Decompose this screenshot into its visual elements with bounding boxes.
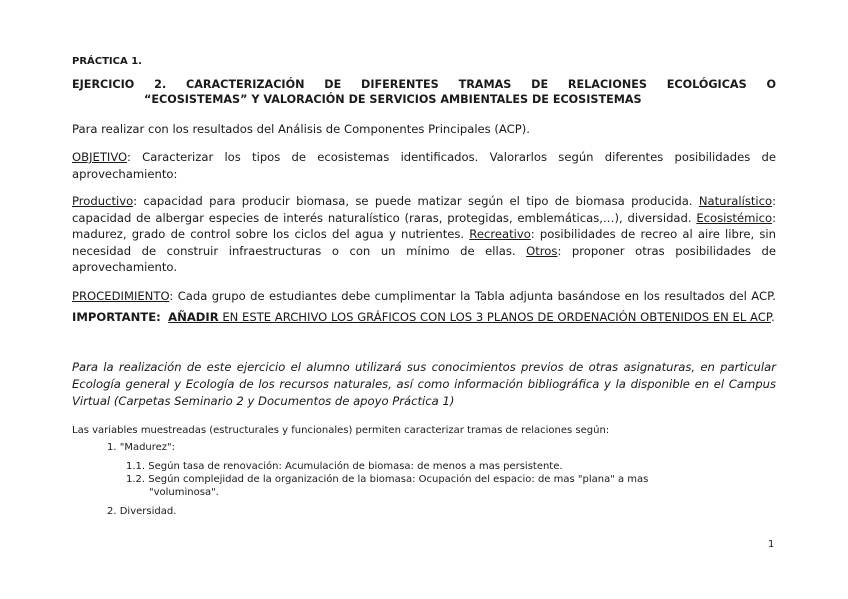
italic-note: Para la realización de este ejercicio el alumno utilizará sus conocimientos previos de otras asignaturas, en particular Ecología general y Ecología de los recursos naturales, así como información bibliográfica y la disponible en el Campus Virtual (Carpetas Seminario 2 y Documentos de apoyo Práctica 1) <box>72 360 776 408</box>
types-paragraph <box>72 193 776 276</box>
title-word: DIFERENTES <box>361 78 439 91</box>
otros-label: Otros <box>526 243 558 258</box>
title-word: EJERCICIO <box>72 78 135 91</box>
list-item: 1. "Madurez": <box>107 442 176 453</box>
title-word: DE <box>324 78 342 91</box>
procedure-end: . <box>771 310 775 324</box>
ecosistemico-text: : madurez, grado de control sobre los ciclos del agua y nutrientes. <box>72 210 776 242</box>
sub-list-item-continuation: "voluminosa". <box>149 487 219 498</box>
naturalistico-label: Naturalístico <box>698 194 773 208</box>
procedure-instruction: EN ESTE ARCHIVO LOS GRÁFICOS CON LOS 3 PLANOS DE ORDENACIÓN OBTENIDOS EN EL ACP <box>218 310 772 324</box>
practice-heading: PRÁCTICA 1. <box>72 56 142 67</box>
intro-paragraph: Para realizar con los resultados del Análisis de Componentes Principales (ACP). <box>72 122 530 136</box>
exercise-title-line-2: “ECOSISTEMAS” Y VALORACIÓN DE SERVICIOS AMBIENTALES DE ECOSISTEMAS <box>144 93 642 106</box>
title-word: CARACTERIZACIÓN <box>186 78 305 91</box>
variables-text: Las variables muestreadas (estructurales y funcionales) permiten caracterizar tramas de relaciones según: <box>72 425 610 436</box>
add-keyword: AÑADIR <box>168 310 219 324</box>
objective-label: OBJETIVO <box>72 150 127 164</box>
page-number: 1 <box>768 539 775 550</box>
title-word: RELACIONES <box>567 78 647 91</box>
procedure-text: : Cada grupo de estudiantes debe cumplimentar la Tabla adjunta basándose en los resultados del ACP. <box>169 289 776 303</box>
exercise-title-line-1 <box>72 77 776 92</box>
title-word: DE <box>531 78 549 91</box>
sub-list-item: 1.1. Según tasa de renovación: Acumulación de biomasa: de menos a mas persistente. <box>126 461 563 472</box>
objective-paragraph <box>72 149 776 182</box>
productivo-text: : capacidad para producir biomasa, se puede matizar según el tipo de biomasa producida. <box>133 194 699 208</box>
ecosistemico-label: Ecosistémico <box>696 210 773 225</box>
title-word: 2. <box>154 78 167 91</box>
recreativo-text: : posibilidades de recreo al aire libre, sin necesidad de construir infraestructuras o con un mínimo de ellas. <box>72 227 776 258</box>
recreativo-label: Recreativo <box>469 227 531 242</box>
important-label: IMPORTANTE: <box>72 310 161 324</box>
productivo-label: Productivo <box>72 194 134 208</box>
procedure-paragraph <box>72 286 776 328</box>
title-word: TRAMAS <box>458 78 512 91</box>
otros-text: : proponer otras posibilidades de aprovechamiento. <box>72 243 776 275</box>
list-item: 2. Diversidad. <box>107 506 177 517</box>
sub-list-item: 1.2. Según complejidad de la organización de la biomasa: Ocupación del espacio: de mas "plana" a mas <box>126 474 649 485</box>
title-word: O <box>766 78 776 91</box>
title-word: ECOLÓGICAS <box>666 78 747 91</box>
procedure-label: PROCEDIMIENTO <box>72 289 170 303</box>
objective-text: : Caracterizar los tipos de ecosistemas identificados. Valorarlos según diferentes posibilidades de aprovechamiento: <box>72 150 776 181</box>
exercise-title <box>72 77 776 107</box>
naturalistico-text: : capacidad de albergar especies de interés naturalístico (raras, protegidas, emblemáticas,…), diversidad. <box>72 194 776 225</box>
